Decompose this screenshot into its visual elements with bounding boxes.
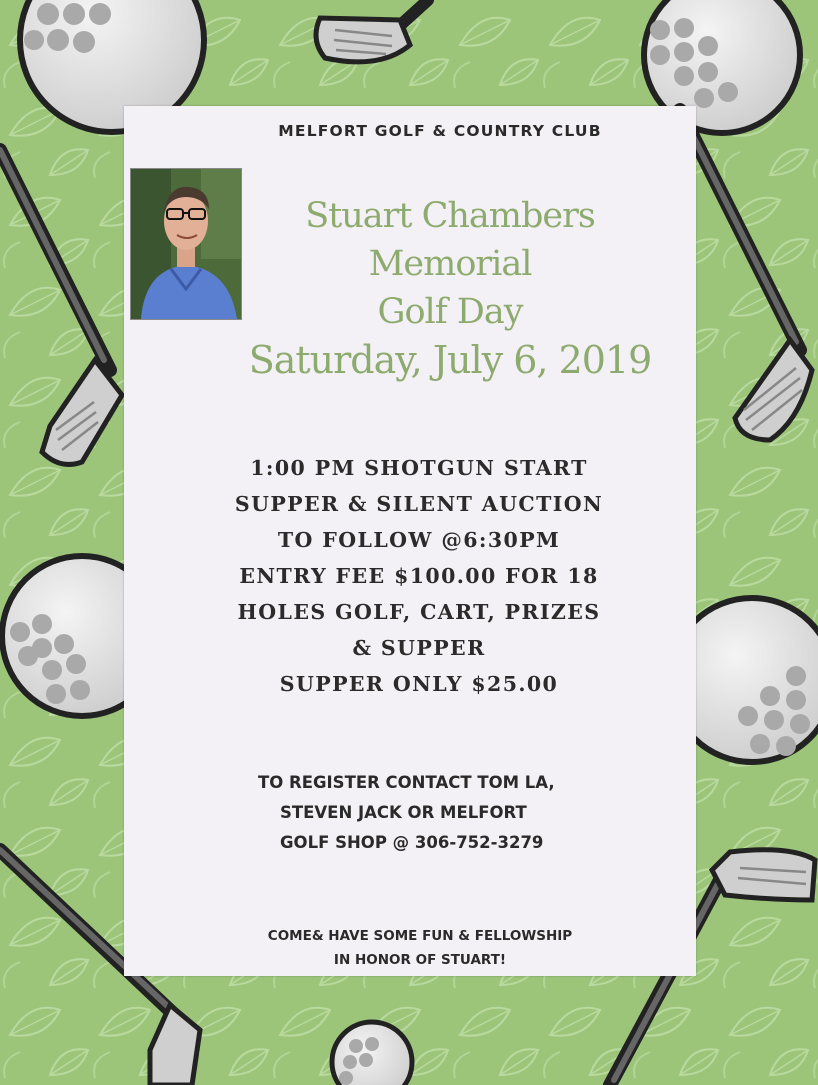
- detail-line: & SUPPER: [352, 636, 486, 660]
- event-title: [204, 192, 696, 384]
- event-date: Saturday, July 6, 2019: [248, 338, 652, 382]
- closing-line: IN HONOR OF STUART!: [333, 952, 507, 968]
- detail-line: 1:00 PM SHOTGUN START: [250, 456, 588, 480]
- register-line: TO REGISTER CONTACT TOM LA,: [258, 773, 555, 792]
- register-line: GOLF SHOP @ 306-752-3279: [280, 833, 544, 852]
- closing-message: [124, 924, 696, 972]
- flyer-panel: [124, 106, 696, 976]
- detail-line: SUPPER & SILENT AUCTION: [234, 492, 604, 516]
- title-line: Stuart Chambers: [305, 196, 595, 236]
- title-line: Golf Day: [377, 292, 523, 332]
- event-details: [124, 450, 696, 702]
- club-name: MELFORT GOLF & COUNTRY CLUB: [278, 122, 602, 140]
- detail-line: SUPPER ONLY $25.00: [279, 672, 559, 696]
- detail-line: ENTRY FEE $100.00 FOR 18: [239, 564, 599, 588]
- golf-ball-icon: [332, 1022, 412, 1085]
- detail-line: TO FOLLOW @6:30PM: [277, 528, 561, 552]
- register-line: STEVEN JACK OR MELFORT: [280, 803, 527, 822]
- registration-info: [258, 768, 555, 858]
- detail-line: HOLES GOLF, CART, PRIZES: [237, 600, 601, 624]
- title-line: Memorial: [368, 244, 532, 284]
- closing-line: COME& HAVE SOME FUN & FELLOWSHIP: [267, 928, 573, 944]
